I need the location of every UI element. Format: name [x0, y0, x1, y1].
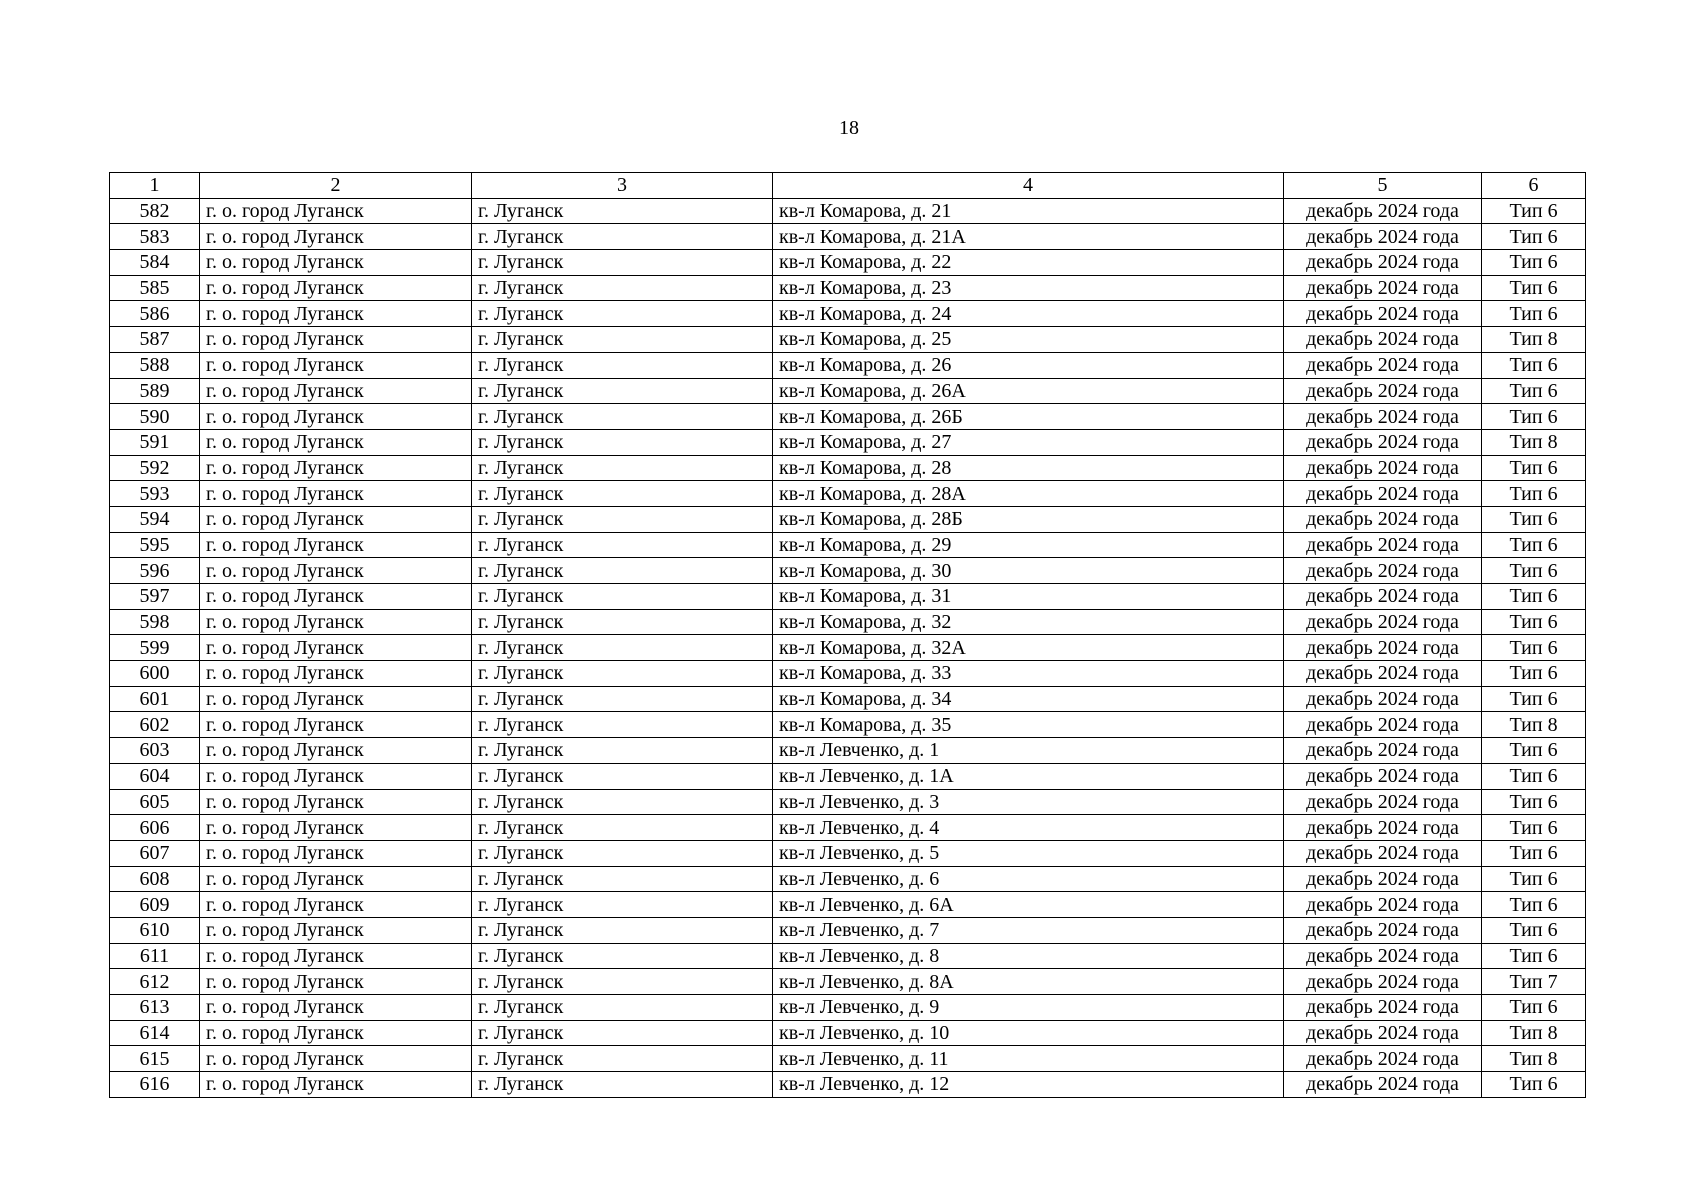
cell-municipality: г. о. город Луганск [200, 661, 472, 687]
registry-table [109, 172, 1586, 1098]
cell-type: Тип 6 [1482, 789, 1586, 815]
cell-deadline: декабрь 2024 года [1284, 378, 1482, 404]
cell-address: кв-л Левченко, д. 9 [773, 995, 1284, 1021]
cell-municipality: г. о. город Луганск [200, 917, 472, 943]
cell-settlement: г. Луганск [472, 558, 773, 584]
cell-row-number: 595 [110, 532, 200, 558]
cell-row-number: 589 [110, 378, 200, 404]
cell-deadline: декабрь 2024 года [1284, 224, 1482, 250]
cell-row-number: 613 [110, 995, 200, 1021]
cell-row-number: 606 [110, 815, 200, 841]
cell-municipality: г. о. город Луганск [200, 840, 472, 866]
table-row [110, 686, 1586, 712]
cell-row-number: 614 [110, 1020, 200, 1046]
column-header-6: 6 [1482, 173, 1586, 199]
cell-settlement: г. Луганск [472, 738, 773, 764]
cell-municipality: г. о. город Луганск [200, 275, 472, 301]
cell-type: Тип 6 [1482, 917, 1586, 943]
cell-deadline: декабрь 2024 года [1284, 301, 1482, 327]
cell-address: кв-л Комарова, д. 31 [773, 584, 1284, 610]
header-row [110, 173, 1586, 199]
cell-settlement: г. Луганск [472, 481, 773, 507]
cell-deadline: декабрь 2024 года [1284, 969, 1482, 995]
table-row [110, 943, 1586, 969]
cell-row-number: 608 [110, 866, 200, 892]
cell-municipality: г. о. город Луганск [200, 250, 472, 276]
cell-type: Тип 6 [1482, 378, 1586, 404]
cell-municipality: г. о. город Луганск [200, 969, 472, 995]
table-row [110, 892, 1586, 918]
cell-type: Тип 8 [1482, 429, 1586, 455]
cell-address: кв-л Комарова, д. 32 [773, 609, 1284, 635]
cell-deadline: декабрь 2024 года [1284, 506, 1482, 532]
cell-address: кв-л Левченко, д. 5 [773, 840, 1284, 866]
table-row [110, 789, 1586, 815]
cell-row-number: 599 [110, 635, 200, 661]
cell-row-number: 610 [110, 917, 200, 943]
cell-type: Тип 6 [1482, 481, 1586, 507]
cell-municipality: г. о. город Луганск [200, 455, 472, 481]
cell-row-number: 604 [110, 763, 200, 789]
cell-deadline: декабрь 2024 года [1284, 558, 1482, 584]
cell-type: Тип 6 [1482, 198, 1586, 224]
cell-address: кв-л Комарова, д. 26Б [773, 404, 1284, 430]
cell-address: кв-л Комарова, д. 23 [773, 275, 1284, 301]
table-row [110, 506, 1586, 532]
cell-deadline: декабрь 2024 года [1284, 943, 1482, 969]
cell-deadline: декабрь 2024 года [1284, 455, 1482, 481]
cell-row-number: 582 [110, 198, 200, 224]
cell-deadline: декабрь 2024 года [1284, 866, 1482, 892]
cell-deadline: декабрь 2024 года [1284, 352, 1482, 378]
cell-deadline: декабрь 2024 года [1284, 198, 1482, 224]
cell-settlement: г. Луганск [472, 301, 773, 327]
table-body [110, 198, 1586, 1097]
cell-type: Тип 6 [1482, 506, 1586, 532]
cell-address: кв-л Комарова, д. 28А [773, 481, 1284, 507]
table-row [110, 198, 1586, 224]
cell-row-number: 600 [110, 661, 200, 687]
cell-address: кв-л Комарова, д. 21А [773, 224, 1284, 250]
cell-row-number: 598 [110, 609, 200, 635]
cell-settlement: г. Луганск [472, 378, 773, 404]
cell-type: Тип 6 [1482, 352, 1586, 378]
column-header-4: 4 [773, 173, 1284, 199]
cell-type: Тип 6 [1482, 404, 1586, 430]
cell-deadline: декабрь 2024 года [1284, 404, 1482, 430]
cell-address: кв-л Комарова, д. 22 [773, 250, 1284, 276]
table-row [110, 250, 1586, 276]
cell-settlement: г. Луганск [472, 198, 773, 224]
cell-municipality: г. о. город Луганск [200, 481, 472, 507]
table-row [110, 532, 1586, 558]
cell-row-number: 590 [110, 404, 200, 430]
cell-row-number: 602 [110, 712, 200, 738]
table-row [110, 661, 1586, 687]
cell-row-number: 605 [110, 789, 200, 815]
cell-type: Тип 6 [1482, 738, 1586, 764]
cell-settlement: г. Луганск [472, 661, 773, 687]
cell-settlement: г. Луганск [472, 1020, 773, 1046]
table-row [110, 327, 1586, 353]
cell-municipality: г. о. город Луганск [200, 738, 472, 764]
cell-type: Тип 7 [1482, 969, 1586, 995]
cell-settlement: г. Луганск [472, 532, 773, 558]
cell-settlement: г. Луганск [472, 1072, 773, 1098]
cell-settlement: г. Луганск [472, 1046, 773, 1072]
table-row [110, 352, 1586, 378]
cell-row-number: 584 [110, 250, 200, 276]
cell-deadline: декабрь 2024 года [1284, 609, 1482, 635]
cell-type: Тип 6 [1482, 301, 1586, 327]
cell-address: кв-л Комарова, д. 28 [773, 455, 1284, 481]
table-row [110, 558, 1586, 584]
cell-type: Тип 6 [1482, 995, 1586, 1021]
table-row [110, 969, 1586, 995]
cell-municipality: г. о. город Луганск [200, 789, 472, 815]
cell-settlement: г. Луганск [472, 224, 773, 250]
cell-type: Тип 6 [1482, 250, 1586, 276]
cell-deadline: декабрь 2024 года [1284, 686, 1482, 712]
cell-type: Тип 6 [1482, 275, 1586, 301]
cell-settlement: г. Луганск [472, 455, 773, 481]
cell-municipality: г. о. город Луганск [200, 1072, 472, 1098]
cell-type: Тип 6 [1482, 763, 1586, 789]
cell-type: Тип 6 [1482, 815, 1586, 841]
table-row [110, 1046, 1586, 1072]
cell-type: Тип 8 [1482, 1020, 1586, 1046]
cell-address: кв-л Левченко, д. 10 [773, 1020, 1284, 1046]
cell-municipality: г. о. город Луганск [200, 686, 472, 712]
cell-settlement: г. Луганск [472, 352, 773, 378]
table-row [110, 404, 1586, 430]
cell-address: кв-л Комарова, д. 35 [773, 712, 1284, 738]
cell-row-number: 597 [110, 584, 200, 610]
cell-municipality: г. о. город Луганск [200, 1020, 472, 1046]
cell-row-number: 607 [110, 840, 200, 866]
cell-deadline: декабрь 2024 года [1284, 1020, 1482, 1046]
cell-deadline: декабрь 2024 года [1284, 250, 1482, 276]
cell-type: Тип 6 [1482, 892, 1586, 918]
cell-deadline: декабрь 2024 года [1284, 995, 1482, 1021]
column-header-2: 2 [200, 173, 472, 199]
cell-type: Тип 6 [1482, 584, 1586, 610]
cell-municipality: г. о. город Луганск [200, 1046, 472, 1072]
cell-municipality: г. о. город Луганск [200, 301, 472, 327]
cell-address: кв-л Левченко, д. 8 [773, 943, 1284, 969]
cell-municipality: г. о. город Луганск [200, 198, 472, 224]
cell-municipality: г. о. город Луганск [200, 943, 472, 969]
cell-address: кв-л Левченко, д. 12 [773, 1072, 1284, 1098]
cell-row-number: 615 [110, 1046, 200, 1072]
cell-deadline: декабрь 2024 года [1284, 892, 1482, 918]
cell-address: кв-л Комарова, д. 27 [773, 429, 1284, 455]
cell-type: Тип 8 [1482, 1046, 1586, 1072]
cell-settlement: г. Луганск [472, 866, 773, 892]
cell-type: Тип 6 [1482, 532, 1586, 558]
cell-municipality: г. о. город Луганск [200, 352, 472, 378]
table-row [110, 995, 1586, 1021]
cell-settlement: г. Луганск [472, 763, 773, 789]
cell-settlement: г. Луганск [472, 584, 773, 610]
cell-row-number: 588 [110, 352, 200, 378]
cell-settlement: г. Луганск [472, 917, 773, 943]
cell-municipality: г. о. город Луганск [200, 635, 472, 661]
cell-address: кв-л Левченко, д. 7 [773, 917, 1284, 943]
cell-address: кв-л Комарова, д. 25 [773, 327, 1284, 353]
cell-type: Тип 6 [1482, 840, 1586, 866]
cell-municipality: г. о. город Луганск [200, 532, 472, 558]
cell-address: кв-л Комарова, д. 29 [773, 532, 1284, 558]
cell-deadline: декабрь 2024 года [1284, 481, 1482, 507]
cell-settlement: г. Луганск [472, 250, 773, 276]
cell-type: Тип 8 [1482, 327, 1586, 353]
cell-deadline: декабрь 2024 года [1284, 635, 1482, 661]
page-number: 18 [839, 117, 859, 139]
table-row [110, 712, 1586, 738]
table-row [110, 429, 1586, 455]
cell-row-number: 609 [110, 892, 200, 918]
cell-deadline: декабрь 2024 года [1284, 429, 1482, 455]
cell-settlement: г. Луганск [472, 327, 773, 353]
cell-settlement: г. Луганск [472, 275, 773, 301]
cell-deadline: декабрь 2024 года [1284, 738, 1482, 764]
cell-settlement: г. Луганск [472, 840, 773, 866]
cell-settlement: г. Луганск [472, 506, 773, 532]
table-row [110, 866, 1586, 892]
cell-address: кв-л Левченко, д. 6А [773, 892, 1284, 918]
cell-row-number: 587 [110, 327, 200, 353]
table-row [110, 301, 1586, 327]
cell-address: кв-л Левченко, д. 1А [773, 763, 1284, 789]
table-row [110, 840, 1586, 866]
cell-row-number: 611 [110, 943, 200, 969]
cell-municipality: г. о. город Луганск [200, 995, 472, 1021]
column-header-5: 5 [1284, 173, 1482, 199]
cell-settlement: г. Луганск [472, 789, 773, 815]
cell-deadline: декабрь 2024 года [1284, 712, 1482, 738]
cell-municipality: г. о. город Луганск [200, 609, 472, 635]
cell-row-number: 592 [110, 455, 200, 481]
column-header-3: 3 [472, 173, 773, 199]
cell-row-number: 594 [110, 506, 200, 532]
table-row [110, 917, 1586, 943]
cell-row-number: 596 [110, 558, 200, 584]
cell-settlement: г. Луганск [472, 995, 773, 1021]
cell-address: кв-л Комарова, д. 21 [773, 198, 1284, 224]
cell-type: Тип 6 [1482, 661, 1586, 687]
table-row [110, 481, 1586, 507]
table-row [110, 224, 1586, 250]
table-row [110, 275, 1586, 301]
cell-address: кв-л Левченко, д. 8А [773, 969, 1284, 995]
cell-deadline: декабрь 2024 года [1284, 1072, 1482, 1098]
cell-settlement: г. Луганск [472, 943, 773, 969]
cell-address: кв-л Левченко, д. 6 [773, 866, 1284, 892]
cell-municipality: г. о. город Луганск [200, 558, 472, 584]
table-row [110, 378, 1586, 404]
cell-row-number: 601 [110, 686, 200, 712]
cell-municipality: г. о. город Луганск [200, 429, 472, 455]
cell-deadline: декабрь 2024 года [1284, 917, 1482, 943]
cell-municipality: г. о. город Луганск [200, 224, 472, 250]
table-row [110, 763, 1586, 789]
cell-address: кв-л Комарова, д. 24 [773, 301, 1284, 327]
cell-deadline: декабрь 2024 года [1284, 532, 1482, 558]
cell-row-number: 583 [110, 224, 200, 250]
cell-municipality: г. о. город Луганск [200, 866, 472, 892]
cell-type: Тип 6 [1482, 455, 1586, 481]
cell-address: кв-л Комарова, д. 28Б [773, 506, 1284, 532]
table-row [110, 584, 1586, 610]
table-row [110, 1020, 1586, 1046]
column-header-1: 1 [110, 173, 200, 199]
cell-settlement: г. Луганск [472, 686, 773, 712]
cell-row-number: 612 [110, 969, 200, 995]
cell-address: кв-л Комарова, д. 33 [773, 661, 1284, 687]
cell-type: Тип 8 [1482, 712, 1586, 738]
cell-deadline: декабрь 2024 года [1284, 275, 1482, 301]
cell-settlement: г. Луганск [472, 892, 773, 918]
cell-row-number: 616 [110, 1072, 200, 1098]
cell-row-number: 593 [110, 481, 200, 507]
cell-settlement: г. Луганск [472, 969, 773, 995]
cell-municipality: г. о. город Луганск [200, 404, 472, 430]
cell-address: кв-л Левченко, д. 3 [773, 789, 1284, 815]
cell-municipality: г. о. город Луганск [200, 378, 472, 404]
cell-settlement: г. Луганск [472, 404, 773, 430]
cell-deadline: декабрь 2024 года [1284, 815, 1482, 841]
cell-municipality: г. о. город Луганск [200, 712, 472, 738]
cell-municipality: г. о. город Луганск [200, 815, 472, 841]
cell-type: Тип 6 [1482, 1072, 1586, 1098]
cell-deadline: декабрь 2024 года [1284, 763, 1482, 789]
cell-row-number: 591 [110, 429, 200, 455]
cell-deadline: декабрь 2024 года [1284, 661, 1482, 687]
cell-deadline: декабрь 2024 года [1284, 1046, 1482, 1072]
cell-address: кв-л Комарова, д. 26 [773, 352, 1284, 378]
cell-type: Тип 6 [1482, 866, 1586, 892]
cell-type: Тип 6 [1482, 609, 1586, 635]
cell-settlement: г. Луганск [472, 609, 773, 635]
cell-type: Тип 6 [1482, 635, 1586, 661]
cell-municipality: г. о. город Луганск [200, 506, 472, 532]
cell-address: кв-л Комарова, д. 32А [773, 635, 1284, 661]
cell-address: кв-л Левченко, д. 4 [773, 815, 1284, 841]
cell-settlement: г. Луганск [472, 635, 773, 661]
cell-row-number: 585 [110, 275, 200, 301]
cell-settlement: г. Луганск [472, 429, 773, 455]
table-row [110, 1072, 1586, 1098]
cell-municipality: г. о. город Луганск [200, 763, 472, 789]
cell-municipality: г. о. город Луганск [200, 327, 472, 353]
cell-deadline: декабрь 2024 года [1284, 584, 1482, 610]
cell-address: кв-л Комарова, д. 34 [773, 686, 1284, 712]
cell-settlement: г. Луганск [472, 712, 773, 738]
cell-deadline: декабрь 2024 года [1284, 789, 1482, 815]
cell-address: кв-л Левченко, д. 1 [773, 738, 1284, 764]
table-row [110, 609, 1586, 635]
cell-type: Тип 6 [1482, 686, 1586, 712]
cell-municipality: г. о. город Луганск [200, 892, 472, 918]
cell-address: кв-л Левченко, д. 11 [773, 1046, 1284, 1072]
cell-address: кв-л Комарова, д. 30 [773, 558, 1284, 584]
table-row [110, 738, 1586, 764]
table-row [110, 815, 1586, 841]
cell-address: кв-л Комарова, д. 26А [773, 378, 1284, 404]
cell-type: Тип 6 [1482, 224, 1586, 250]
cell-deadline: декабрь 2024 года [1284, 327, 1482, 353]
cell-type: Тип 6 [1482, 943, 1586, 969]
cell-municipality: г. о. город Луганск [200, 584, 472, 610]
table-row [110, 635, 1586, 661]
cell-row-number: 603 [110, 738, 200, 764]
cell-deadline: декабрь 2024 года [1284, 840, 1482, 866]
cell-settlement: г. Луганск [472, 815, 773, 841]
cell-row-number: 586 [110, 301, 200, 327]
table-row [110, 455, 1586, 481]
cell-type: Тип 6 [1482, 558, 1586, 584]
